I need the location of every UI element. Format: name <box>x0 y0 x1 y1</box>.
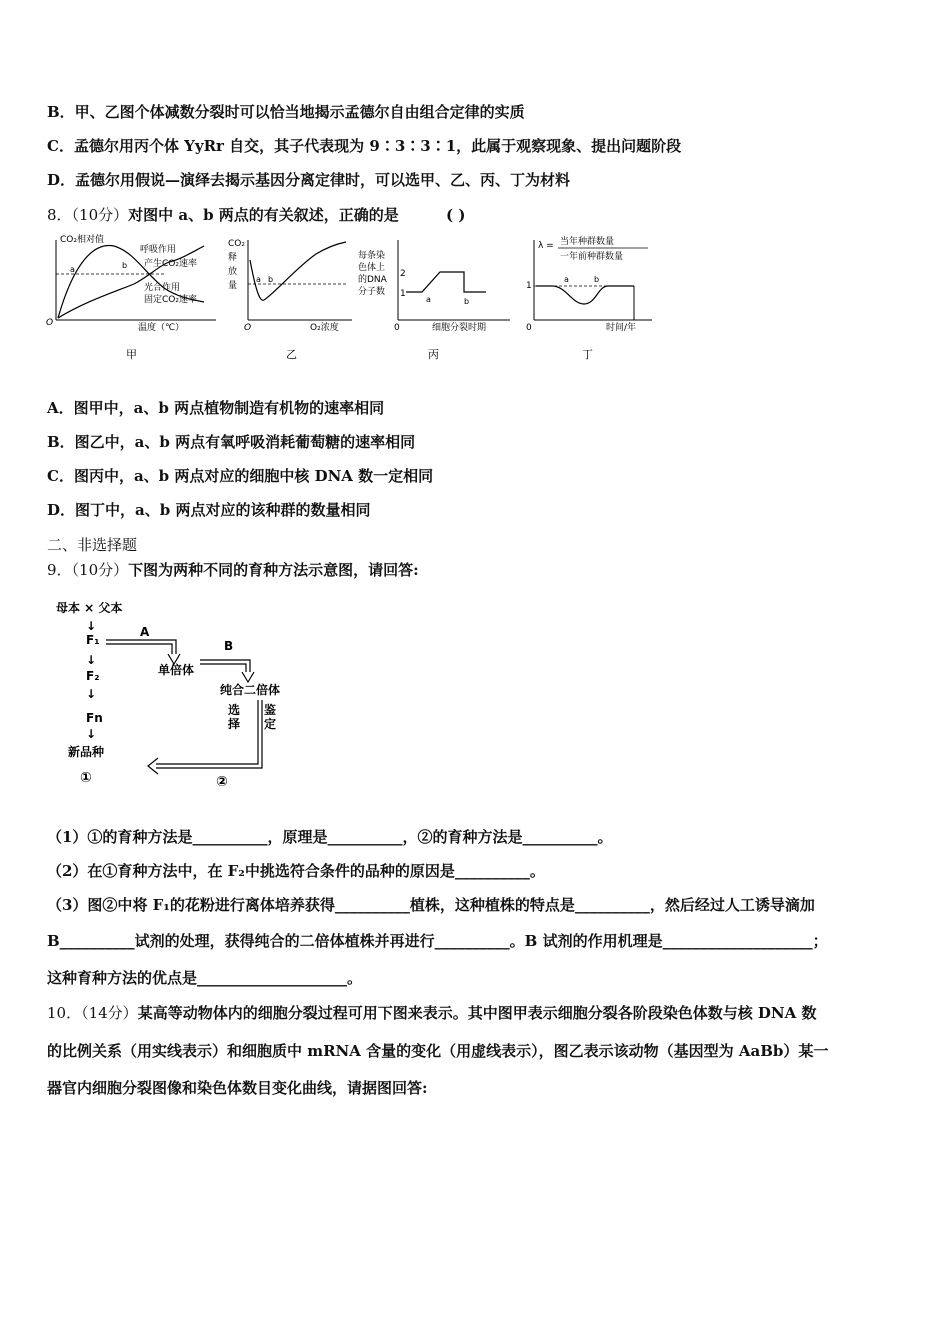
q8-option-b: B．图乙中，a、b 两点有氧呼吸消耗葡萄糖的速率相同 <box>47 433 416 451</box>
bing-ylabel-2: 色体上 <box>358 263 386 273</box>
q8-number: 8．（10分） <box>47 206 129 224</box>
figure-jia <box>44 232 224 364</box>
q9-part-2: （2）在①育种方法中，在 F₂中挑选符合条件的品种的原因是__________。 <box>47 862 545 880</box>
q9-part-3-line-1: （3）图②中将 F₁的花粉进行离体培养获得__________植株，这种植株的特点是__________，然后经过人工诱导滴加 <box>47 896 815 914</box>
diagram-circle-1: ① <box>80 770 92 786</box>
bing-point-b: b <box>464 297 470 306</box>
yi-origin: O <box>244 323 252 333</box>
arrow-down-1: ↓ <box>86 619 97 633</box>
q10-line-1 <box>47 1003 817 1023</box>
diagram-select-2: 择 <box>228 717 241 731</box>
bing-caption: 丙 <box>428 348 439 361</box>
bing-tick-1: 1 <box>400 289 406 299</box>
diagram-label-b: B <box>224 639 234 653</box>
diagram-fn: Fn <box>86 711 103 725</box>
q10-text-1: 某高等动物体内的细胞分裂过程可用下图来表示。其中图甲表示细胞分裂各阶段染色体数与核 DNA 数 <box>137 1004 817 1022</box>
diagram-circle-2: ② <box>216 774 228 790</box>
yi-xlabel: O₂浓度 <box>310 323 339 333</box>
q8-answer-bracket: ( ) <box>446 206 466 224</box>
jia-curve2-label: 光合作用 <box>144 283 181 293</box>
bing-xlabel: 细胞分裂时期 <box>432 323 487 333</box>
bing-ylabel-1: 每条染 <box>358 251 386 261</box>
q7-option-b: B．甲、乙图个体减数分裂时可以恰当地揭示孟德尔自由组合定律的实质 <box>47 103 525 121</box>
ding-xlabel: 时间/年 <box>606 323 637 333</box>
ding-tick-1: 1 <box>526 281 532 291</box>
yi-ylabel-4: 量 <box>228 281 238 291</box>
ding-lambda: λ = <box>538 241 554 251</box>
bing-curve <box>406 272 486 292</box>
q10-line-3: 器官内细胞分裂图像和染色体数目变化曲线，请据图回答: <box>47 1079 428 1097</box>
diagram-label-a: A <box>140 625 150 639</box>
q8-text: 对图中 a、b 两点的有关叙述，正确的是 <box>128 206 399 224</box>
q10-line-2: 的比例关系（用实线表示）和细胞质中 mRNA 含量的变化（用虚线表示），图乙表示该动物（基因型为 AaBb）某一 <box>47 1042 829 1060</box>
jia-caption: 甲 <box>126 348 137 361</box>
q7-option-c: C．孟德尔用丙个体 YyRr 自交，其子代表现为 9∶3∶3∶1，此属于观察现象、提出问题阶段 <box>47 137 682 155</box>
jia-point-b: b <box>122 261 128 270</box>
q9-part-3-line-2: B__________试剂的处理，获得纯合的二倍体植株并再进行__________。B 试剂的作用机理是____________________； <box>47 932 828 950</box>
ding-point-b: b <box>594 275 600 284</box>
figure-yi <box>226 232 356 364</box>
q9-part-1: （1）①的育种方法是__________，原理是__________，②的育种方法是__________。 <box>47 828 613 846</box>
q9-text: 下图为两种不同的育种方法示意图，请回答: <box>128 561 419 579</box>
arrow-a <box>106 640 180 664</box>
diagram-pure-diploid: 纯合二倍体 <box>220 683 281 697</box>
ding-denominator: 一年前种群数量 <box>560 252 624 262</box>
jia-point-a: a <box>70 265 75 274</box>
bing-ylabel-4: 分子数 <box>358 287 386 297</box>
q9-stem <box>47 560 419 580</box>
arrow-b <box>200 660 254 682</box>
jia-ylabel: CO₂相对值 <box>60 235 104 245</box>
yi-ylabel-1: CO₂ <box>228 239 245 249</box>
q8-option-c: C．图丙中，a、b 两点对应的细胞中核 DNA 数一定相同 <box>47 467 434 485</box>
diagram-identify-1: 鉴 <box>264 703 277 717</box>
ding-numerator: 当年种群数量 <box>560 237 615 247</box>
q9-number: 9．（10分） <box>47 561 129 579</box>
arrow-down-4: ↓ <box>86 727 97 741</box>
q8-option-d: D．图丁中，a、b 两点对应的该种群的数量相同 <box>47 501 371 519</box>
breeding-diagram <box>52 596 312 796</box>
diagram-f1: F₁ <box>86 633 100 647</box>
diagram-haploid: 单倍体 <box>158 663 195 677</box>
jia-curve2-label-b: 固定CO₂速率 <box>144 295 197 305</box>
arrow-down-3: ↓ <box>86 687 97 701</box>
section-heading: 二、非选择题 <box>47 536 138 554</box>
diagram-f2: F₂ <box>86 669 100 683</box>
diagram-identify-2: 定 <box>264 717 277 731</box>
diagram-new-variety: 新品种 <box>68 745 105 759</box>
arrow-down-2: ↓ <box>86 653 97 667</box>
bing-ylabel-3: 的DNA <box>358 275 387 285</box>
jia-xlabel: 温度（℃） <box>138 323 185 333</box>
yi-point-a: a <box>256 275 261 284</box>
jia-curve1-label: 呼吸作用 <box>140 245 177 255</box>
arrow-return <box>148 700 262 774</box>
yi-curve <box>250 242 346 300</box>
figure-ding <box>522 232 658 364</box>
q8-stem <box>47 205 465 225</box>
jia-photosynthesis-curve <box>58 246 204 318</box>
diagram-parents: 母本 × 父本 <box>56 601 123 615</box>
q9-part-3-line-3: 这种育种方法的优点是____________________。 <box>47 969 363 987</box>
ding-point-a: a <box>564 275 569 284</box>
bing-tick-2: 2 <box>400 269 406 279</box>
jia-respiration-curve <box>58 246 204 318</box>
figure-bing <box>356 232 516 364</box>
bing-point-a: a <box>426 295 431 304</box>
q10-number: 10．（14分） <box>47 1004 138 1022</box>
jia-curve1-label-b: 产生CO₂速率 <box>144 259 197 269</box>
bing-origin: 0 <box>394 323 400 333</box>
ding-curve <box>536 286 634 304</box>
yi-caption: 乙 <box>286 348 297 361</box>
q8-option-a: A．图甲中，a、b 两点植物制造有机物的速率相同 <box>47 399 385 417</box>
ding-origin: 0 <box>526 323 532 333</box>
jia-origin: O <box>46 318 54 328</box>
diagram-select-1: 选 <box>228 703 241 717</box>
yi-ylabel-2: 释 <box>228 253 238 263</box>
yi-ylabel-3: 放 <box>228 267 238 277</box>
yi-point-b: b <box>268 275 274 284</box>
q7-option-d: D．孟德尔用假说—演绎去揭示基因分离定律时，可以选甲、乙、丙、丁为材料 <box>47 171 571 189</box>
ding-caption: 丁 <box>582 348 593 361</box>
